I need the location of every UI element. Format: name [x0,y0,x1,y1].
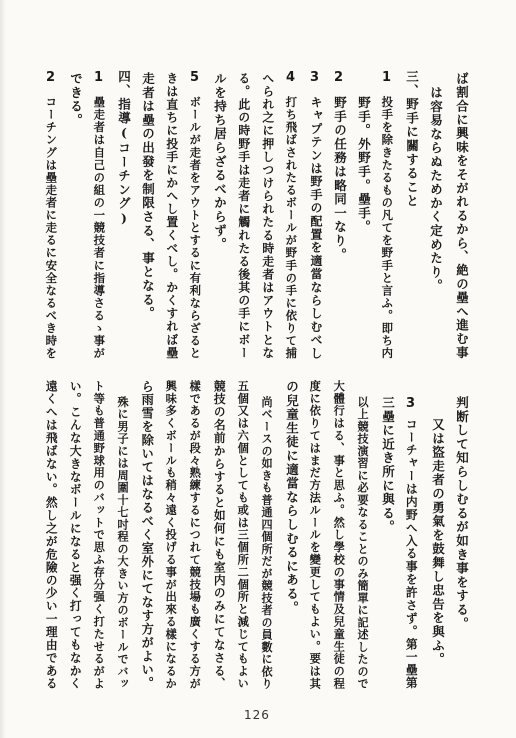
text-column: できる。 [68,72,84,128]
item-number: 4 [286,70,296,85]
text-column: 大體行はる、事と思ふ。然し學校の事情及兒童生徒の程 [332,380,347,690]
text-column: 競技の名前からすると如何にも室内のみにてなさる、 [212,380,227,691]
text-column: ら雨雪を除いてはなるべく室外にてなす方がよい。 [140,380,155,691]
item-number: 3 [310,70,320,85]
text-column: は容易ならぬためかく定めたり。 [428,86,444,293]
text-column: キャプテンは野手の配置を適當ならしむべし [308,96,323,360]
text-column: ルを持ち居らざるべからず。 [212,72,228,252]
text-column: 又は盜走者の勇氣を鼓舞し忠告を與ふ。 [430,418,446,667]
item-number: 1 [94,70,104,85]
item-number: 3 [406,396,416,411]
text-column: い。こんな大きなボールになると强く打ってもなかく [68,380,83,691]
text-column: 五個又は六個としても或は三個所二個所と減じてもよい [236,380,251,690]
text-column: へられ之に押しつけられたる時走者はアウトとな [260,72,275,360]
text-column: の兒童生徒に適當ならしむるにある。 [284,380,300,615]
text-column: 野手。外野手。壘手。 [356,96,372,234]
text-column: 遠くへは飛ばない。然し之が危險の少い一理由である [44,380,59,691]
text-column: 三壘に近き所に與る。 [380,396,396,534]
text-column: 壘走者は自己の組の一競技者に指導さるゝ事が [92,96,107,360]
text-column: る。此の時野手は走者に觸れたる後其の手にボー [236,72,251,360]
text-column: 度に依りてはまだ方法ルールを變更してもよい。要は其 [308,380,323,690]
text-column: 以上競技演習に必要なることのみ簡單に記述したので [356,396,370,690]
text-column: 尚ベースの如きも普通四個所だが競技者の員數に依り [260,396,274,690]
text-column: 投手を除きたるもの凡てを野手と言ふ。即ち内 [380,96,395,360]
text-column: 殊に男子には周圍十七吋程の大きい方のボールでバッ [116,396,130,690]
item-number: 2 [46,70,56,85]
page-edge-shadow [0,0,6,738]
text-column: コーチングは壘走者に走るに安全なるべき時を [44,96,59,360]
item-number: 1 [382,70,392,85]
text-column: 打ち飛ばされたるボールが野手の手に依りて捕 [284,96,299,360]
text-column: 判断して知らしむるが如き事をする。 [454,396,470,631]
text-column: ば割合に興味をそがれるから、絶の壘へ進む事 [454,72,470,360]
text-column: 野手の任務は略同一なり。 [332,96,348,262]
item-number: 2 [334,70,344,85]
text-column: コーチャーは内野へ入る事を許さず。第一壘第 [404,418,419,690]
text-column: ボールが走者をアウトとするに有利ならざると [188,96,203,360]
page-number: 126 [244,708,270,722]
text-column: ト等も普通野球用のバットで思ふ存分强く打たせるがよ [92,380,107,690]
section-heading: 四、指導(コーチング) [116,70,132,227]
text-column: 樣であるが段々熟練するにつれて競技場も廣くする方が [188,380,203,690]
section-heading: 三、野手に關すること [404,70,420,208]
text-column: 興味多くボールも稍々遠く投げる事が出來る樣になるか [164,380,179,690]
item-number: 5 [190,70,200,85]
text-column: きは直ちに投手にかへし置くべし。かくすれば壘 [164,72,179,360]
text-column: 走者は壘の出發を制限さる、事となる。 [140,72,156,321]
